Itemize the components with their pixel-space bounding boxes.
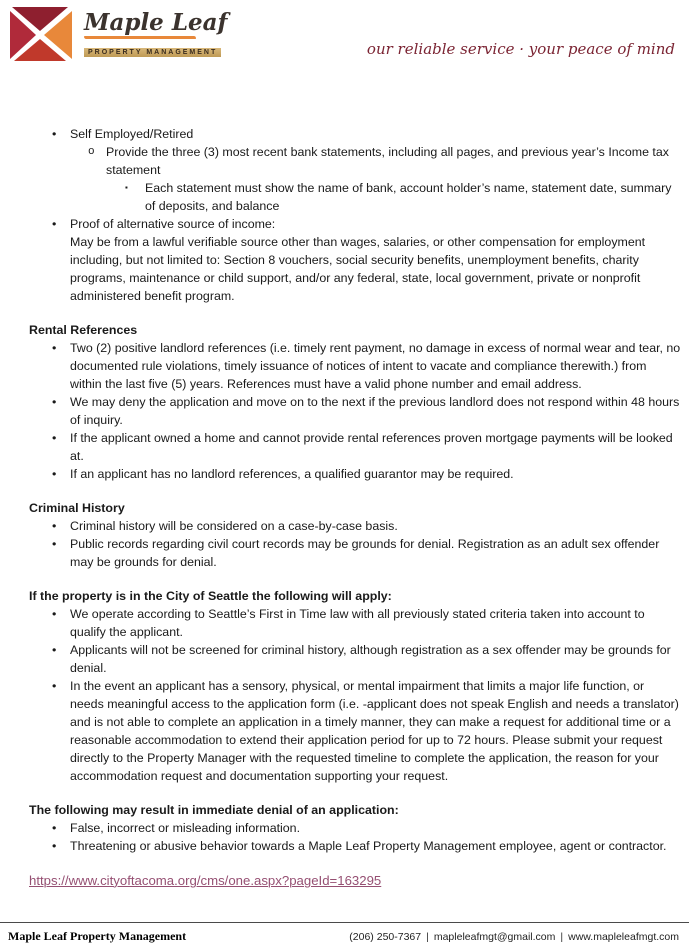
footer-row	[0, 929, 689, 944]
document-section	[29, 125, 681, 305]
document-section	[29, 321, 681, 483]
list-item-text: We may deny the application and move on to the next if the previous landlord does not respond within 48 hours of inquiry.	[70, 395, 680, 427]
bullet-marker: •	[52, 127, 57, 141]
footer-rule	[0, 922, 689, 923]
bullet-marker: •	[52, 537, 57, 551]
bullet-marker: •	[52, 395, 57, 409]
list-item-text: Provide the three (3) most recent bank statements, including all pages, and previous year’s Income tax statement	[106, 145, 669, 177]
list-item-text: If an applicant has no landlord references, a qualified guarantor may be required.	[70, 467, 514, 481]
section-heading: The following may result in immediate denial of an application:	[29, 803, 399, 817]
footer	[0, 922, 689, 944]
list-item-text: Each statement must show the name of bank, account holder’s name, statement date, summary of deposits, and balance	[145, 181, 672, 213]
maple-leaf-logo-icon	[8, 5, 74, 63]
brand-name: Maple Leaf	[84, 9, 228, 36]
list-item	[29, 339, 681, 393]
list-item-text: Public records regarding civil court records may be grounds for denial. Registration as an adult sex offender may be grounds for denial.	[70, 537, 660, 569]
bullet-marker: •	[52, 643, 57, 657]
list-item-text: In the event an applicant has a sensory, physical, or mental impairment that limits a major life function, or needs meaningful access to the application form (i.e. -applicant does not speak English and needs a translator) and is not able to complete an application in a timely manner, they can make a request for additional time or a reasonable accommodation to extend their application period for up to 72 hours. Please submit your request directly to the Property Manager with the requested timeline to complete the application, the reason for your accommodation request and documentation supporting your request.	[70, 679, 679, 783]
bullet-marker: •	[52, 519, 57, 533]
bullet-marker: •	[52, 431, 57, 445]
link-paragraph	[29, 872, 681, 890]
list-item	[29, 605, 681, 641]
list-item	[29, 215, 681, 233]
list-item	[29, 677, 681, 785]
list-item-text: If the applicant owned a home and cannot provide rental references proven mortgage payments will be looked at.	[70, 431, 673, 463]
list-item	[29, 143, 681, 179]
list-item	[29, 819, 681, 837]
section-heading: Rental References	[29, 323, 138, 337]
header	[0, 0, 689, 68]
footer-website: www.mapleleafmgt.com	[568, 931, 679, 943]
document-section	[29, 499, 681, 571]
list-item	[29, 429, 681, 465]
document-body	[0, 125, 689, 890]
list-item	[29, 517, 681, 535]
bullet-marker: •	[52, 839, 57, 853]
brand-subtitle: PROPERTY MANAGEMENT	[84, 48, 221, 57]
bullet-marker: •	[52, 679, 57, 693]
list-item-text: We operate according to Seattle’s First in Time law with all previously stated criteria taken into account to qualify the applicant.	[70, 607, 645, 639]
list-item-text: Self Employed/Retired	[70, 127, 194, 141]
footer-email: mapleleafmgt@gmail.com	[433, 931, 556, 943]
bullet-marker: •	[52, 607, 57, 621]
list-item	[29, 179, 681, 215]
footer-separator: |	[560, 931, 564, 943]
bullet-marker: o	[88, 146, 95, 158]
bullet-marker: ▪	[125, 183, 128, 192]
list-item	[29, 465, 681, 483]
bullet-marker: •	[52, 467, 57, 481]
tacoma-info-link[interactable]: https://www.cityoftacoma.org/cms/one.aspx?pageId=163295	[29, 873, 382, 888]
section-heading: If the property is in the City of Seattle the following will apply:	[29, 589, 392, 603]
document-sections	[29, 125, 681, 855]
list-item	[29, 393, 681, 429]
list-item-text: Two (2) positive landlord references (i.e. timely rent payment, no damage in excess of normal wear and tear, no documented rule violations, timely issuance of notices of intent to vacate and compliance therewith.) from within the last five (5) years. References must have a valid phone number and email address.	[70, 341, 681, 391]
paragraph	[29, 233, 681, 305]
maple-leaf-logo-graphic	[8, 5, 74, 63]
company-logo	[8, 5, 227, 63]
list-item-text: May be from a lawful verifiable source other than wages, salaries, or other compensation for employment including, but not limited to: Section 8 vouchers, social security benefits, unemployment benefits, charity programs, maintenance or child support, and/or any federal, state, local government, private or nonprofit administered benefit program.	[70, 235, 646, 303]
bullet-marker: •	[52, 821, 57, 835]
bullet-marker: •	[52, 217, 57, 231]
bullet-marker: •	[52, 341, 57, 355]
footer-phone: (206) 250-7367	[349, 931, 422, 943]
logo-underline-swoosh	[84, 36, 196, 39]
logo-text	[84, 5, 227, 59]
document-section	[29, 801, 681, 855]
list-item-text: Criminal history will be considered on a case-by-case basis.	[70, 519, 398, 533]
list-item	[29, 535, 681, 571]
list-item	[29, 837, 681, 855]
section-heading: Criminal History	[29, 501, 125, 515]
list-item-text: Threatening or abusive behavior towards a Maple Leaf Property Management employee, agent or contractor.	[70, 839, 667, 853]
list-item-text: Proof of alternative source of income:	[70, 217, 276, 231]
document-section	[29, 587, 681, 785]
footer-company-name: Maple Leaf Property Management	[8, 929, 187, 943]
list-item-text: False, incorrect or misleading information.	[70, 821, 301, 835]
list-item	[29, 125, 681, 143]
footer-separator: |	[426, 931, 429, 943]
list-item	[29, 641, 681, 677]
company-tagline: our reliable service · your peace of mind	[366, 40, 675, 58]
footer-contact	[349, 931, 679, 943]
list-item-text: Applicants will not be screened for criminal history, although registration as a sex offender may be grounds for denial.	[70, 643, 671, 675]
